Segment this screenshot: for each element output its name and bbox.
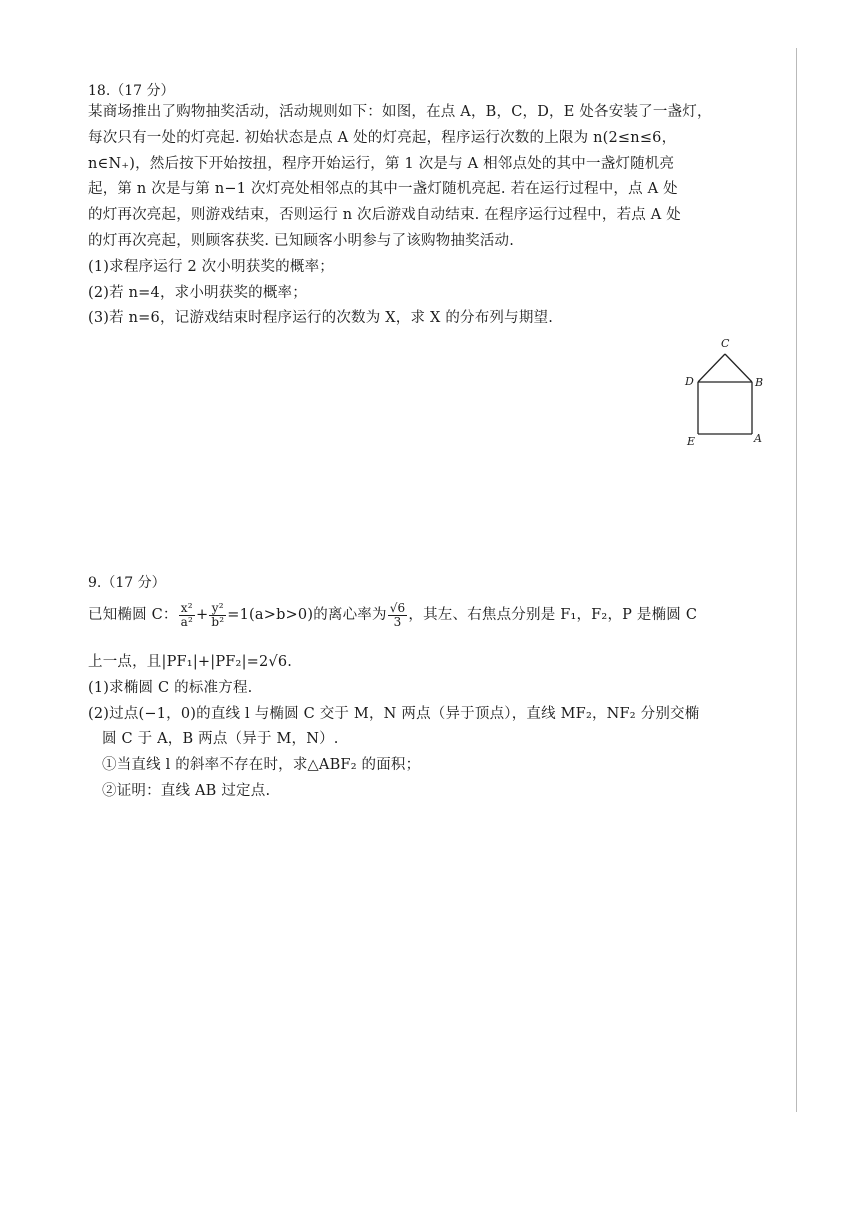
q19-body <box>88 650 778 805</box>
q19-header: 9.（17 分） <box>88 575 166 591</box>
edge-DC <box>698 354 725 382</box>
label-E: E <box>687 435 696 448</box>
q19-part-2-line1: (2)过点(−1，0)的直线 l 与椭圆 C 交于 M，N 两点（异于顶点），直线 MF₂，NF₂ 分别交椭 <box>88 705 700 722</box>
y-fraction-den: b² <box>211 614 225 629</box>
q18-part-2: (2)若 n=4，求小明获奖的概率； <box>88 284 307 301</box>
page-margin-line <box>796 48 797 1112</box>
q19-sub-2: ②证明：直线 AB 过定点. <box>102 782 271 799</box>
q19-line1 <box>88 600 778 630</box>
ecc-den: 3 <box>393 614 402 629</box>
label-B: B <box>755 376 764 389</box>
q19-line1-prefix: 已知椭圆 C： <box>88 607 178 623</box>
q18-intro <box>88 100 778 332</box>
q18-intro-line: 的灯再次亮起，则游戏结束，否则运行 n 次后游戏自动结束. 在程序运行过程中，若点 A 处 <box>88 207 681 224</box>
q18-part-1: (1)求程序运行 2 次小明获奖的概率； <box>88 258 334 275</box>
q19-part-2-line2: 圆 C 于 A，B 两点（异于 M，N）. <box>102 731 339 748</box>
q18-intro-line: 的灯再次亮起，则顾客获奖. 已知顾客小明参与了该购物抽奖活动. <box>88 232 515 249</box>
q19-statement-line2: 上一点，且|PF₁|+|PF₂|=2√6. <box>88 654 293 670</box>
q19-statement-line1 <box>88 600 778 630</box>
eccentricity-fraction <box>388 602 408 629</box>
y-fraction <box>209 602 226 629</box>
eq-plus: + <box>195 607 209 623</box>
label-D: D <box>685 375 694 388</box>
x-fraction-den: a² <box>180 614 193 629</box>
label-C: C <box>721 337 730 350</box>
q19-part-1: (1)求椭圆 C 的标准方程. <box>88 679 253 696</box>
q19-sub-1: ①当直线 l 的斜率不存在时，求△ABF₂ 的面积； <box>102 757 421 774</box>
q18-intro-line: 起，第 n 次是与第 n−1 次灯亮处相邻点的其中一盏灯随机亮起. 若在运行过程中，点 A 处 <box>88 181 678 198</box>
q18-part-3: (3)若 n=6，记游戏结束时程序运行的次数为 X，求 X 的分布列与期望. <box>88 310 554 327</box>
label-A: A <box>754 432 762 445</box>
x-fraction-num: x² <box>179 602 195 616</box>
q18-header: 18.（17 分） <box>88 83 175 99</box>
q18-intro-line: n∈N₊)，然后按下开始按扭，程序开始运行，第 1 次是与 A 相邻点处的其中一盏灯随机亮 <box>88 155 675 172</box>
edge-CB <box>725 354 752 382</box>
q19-line1-suffix: ，其左、右焦点分别是 F₁，F₂，P 是椭圆 C <box>408 607 698 623</box>
house-figure <box>680 334 770 452</box>
q18-intro-line: 某商场推出了购物抽奖活动，活动规则如下：如图，在点 A，B，C，D，E 处各安装了一盏灯， <box>88 104 712 120</box>
q19-line1-mid: =1(a>b>0)的离心率为 <box>227 607 387 623</box>
ecc-num: √6 <box>389 600 406 615</box>
y-fraction-num: y² <box>209 602 226 616</box>
x-fraction <box>179 602 195 629</box>
q18-intro-line: 每次只有一处的灯亮起. 初始状态是点 A 处的灯亮起，程序运行次数的上限为 n(2≤n≤6， <box>88 129 677 146</box>
